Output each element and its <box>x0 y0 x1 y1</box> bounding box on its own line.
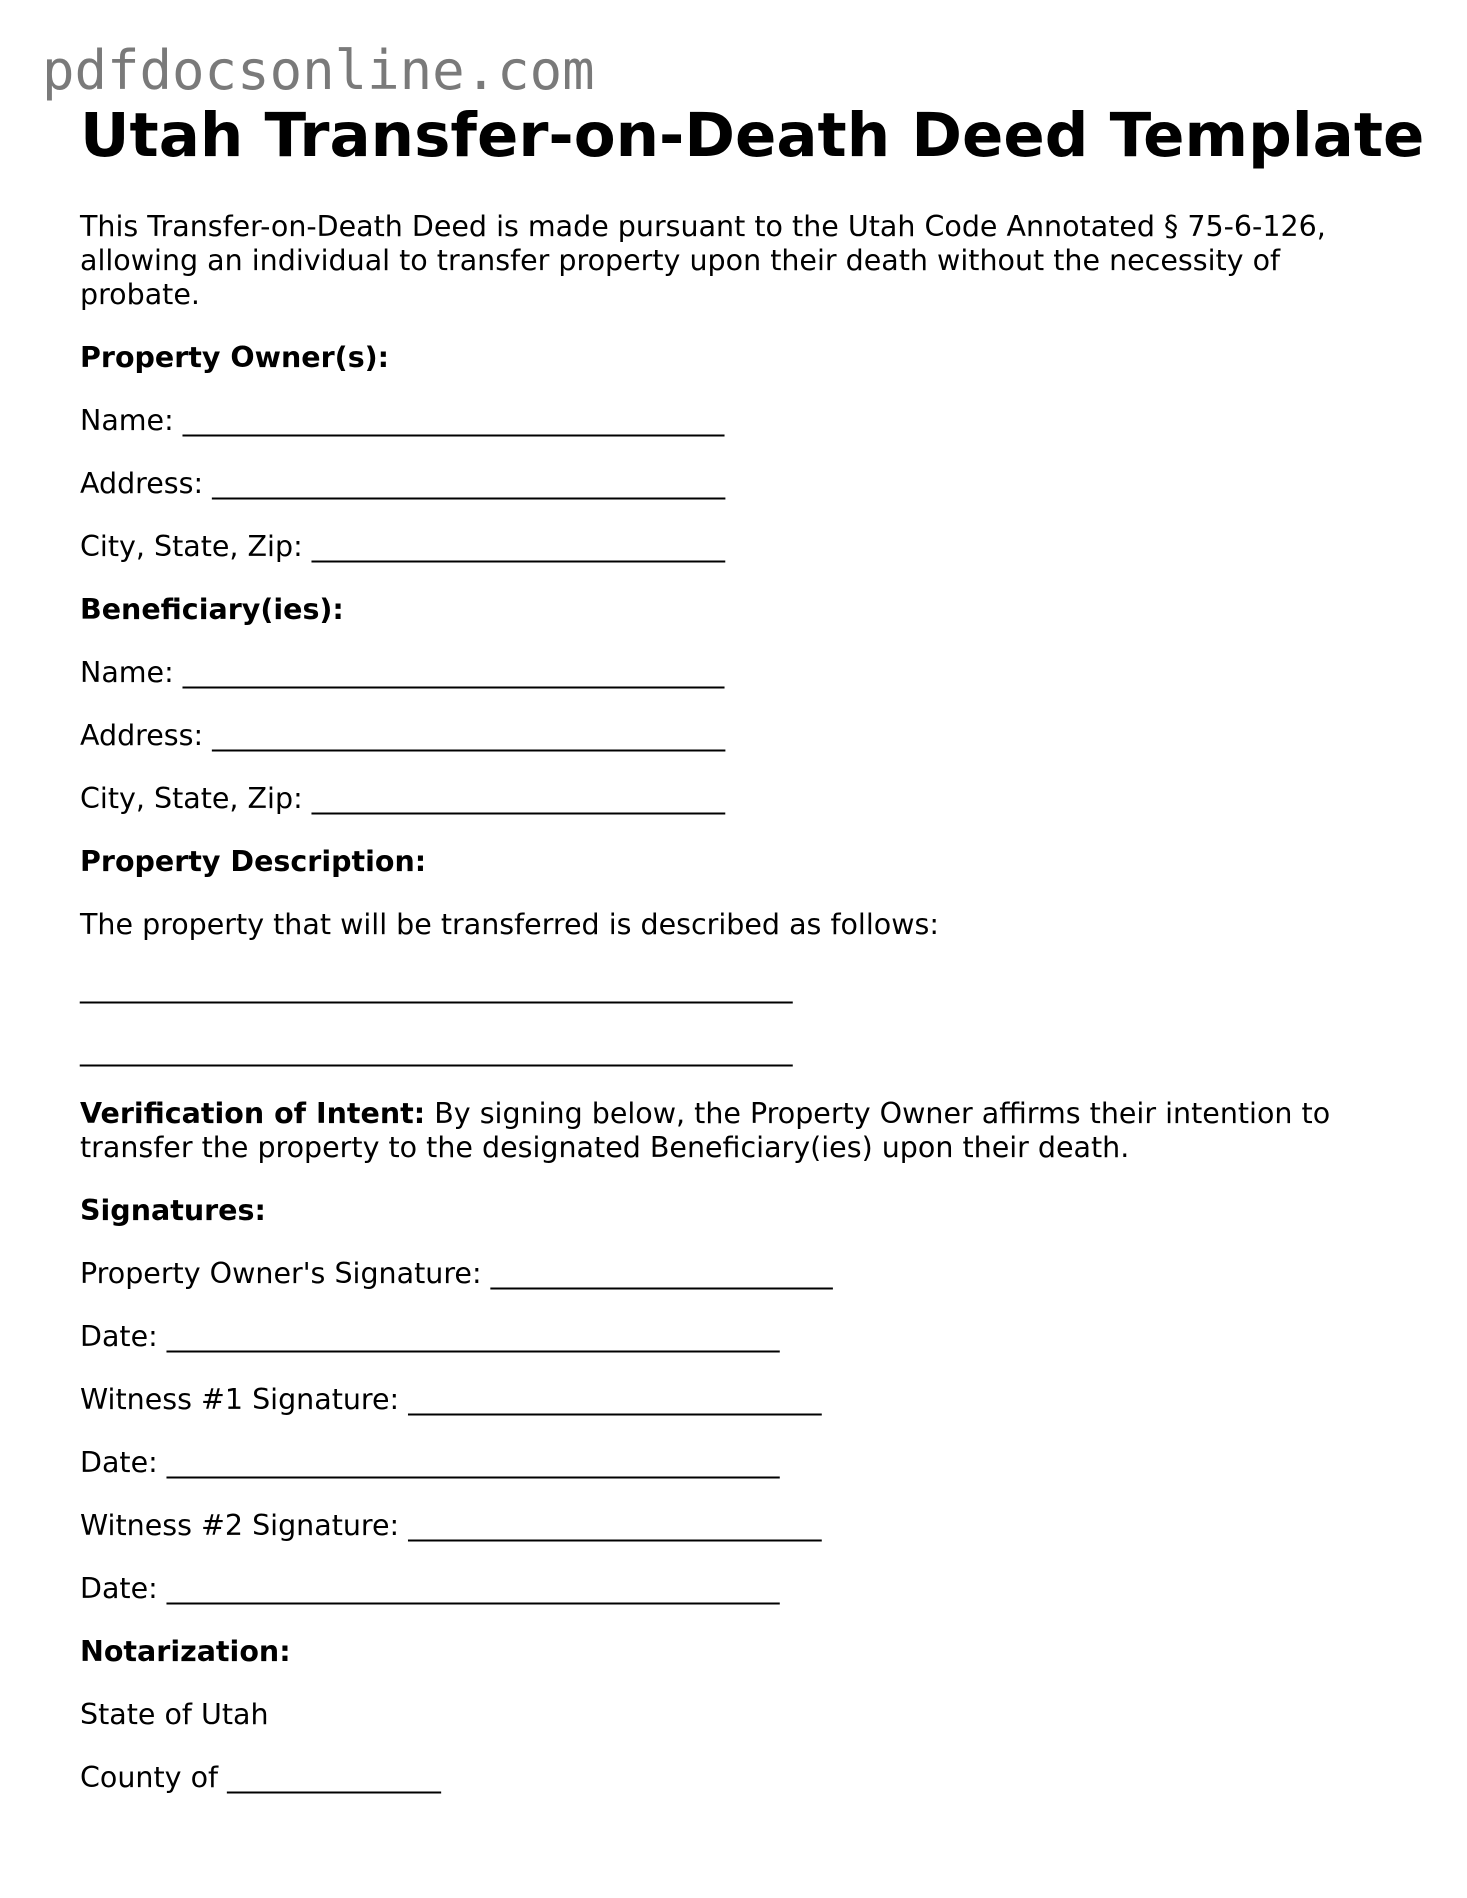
beneficiary-heading: Beneficiary(ies): <box>80 593 344 626</box>
owner-address-field[interactable]: Address: ____________________________________ <box>80 467 726 500</box>
property-description-line-1[interactable]: __________________________________________________ <box>80 971 793 1004</box>
verification-text-1: By signing below, the Property Owner affirms their intention to <box>425 1097 1331 1130</box>
verification-paragraph <box>80 1097 1380 1165</box>
property-description-heading: Property Description: <box>80 845 427 878</box>
notarization-heading: Notarization: <box>80 1635 291 1668</box>
owner-city-state-zip-field[interactable]: City, State, Zip: _____________________________ <box>80 530 725 563</box>
property-description-line-2[interactable]: __________________________________________________ <box>80 1034 793 1067</box>
notarization-state: State of Utah <box>80 1698 269 1731</box>
verification-text-2: transfer the property to the designated Beneficiary(ies) upon their death. <box>80 1131 1130 1164</box>
intro-line-3: probate. <box>80 278 200 311</box>
verification-label: Verification of Intent: <box>80 1097 426 1130</box>
intro-line-1: This Transfer-on-Death Deed is made pursuant to the Utah Code Annotated § 75-6-126, <box>80 210 1326 243</box>
property-description-text: The property that will be transferred is described as follows: <box>80 908 939 941</box>
owner-name-field[interactable]: Name: ______________________________________ <box>80 404 725 437</box>
notarization-county-field[interactable]: County of _______________ <box>80 1761 441 1794</box>
witness-2-signature-field[interactable]: Witness #2 Signature: _____________________________ <box>80 1509 822 1542</box>
signatures-heading: Signatures: <box>80 1194 266 1227</box>
owner-heading: Property Owner(s): <box>80 341 390 374</box>
page-title: Utah Transfer-on-Death Deed Template <box>80 100 1425 171</box>
witness-1-signature-field[interactable]: Witness #1 Signature: _____________________________ <box>80 1383 822 1416</box>
owner-signature-field[interactable]: Property Owner's Signature: ________________________ <box>80 1257 833 1290</box>
watermark: pdfdocsonline.com <box>42 39 595 102</box>
witness-1-date-field[interactable]: Date: ___________________________________________ <box>80 1446 780 1479</box>
beneficiary-city-state-zip-field[interactable]: City, State, Zip: _____________________________ <box>80 782 725 815</box>
beneficiary-name-field[interactable]: Name: ______________________________________ <box>80 656 725 689</box>
witness-2-date-field[interactable]: Date: ___________________________________________ <box>80 1572 780 1605</box>
owner-signature-date-field[interactable]: Date: ___________________________________________ <box>80 1320 780 1353</box>
beneficiary-address-field[interactable]: Address: ____________________________________ <box>80 719 726 752</box>
intro-paragraph <box>80 210 1380 312</box>
document-body <box>80 210 1380 1824</box>
intro-line-2: allowing an individual to transfer property upon their death without the necessity of <box>80 244 1281 277</box>
